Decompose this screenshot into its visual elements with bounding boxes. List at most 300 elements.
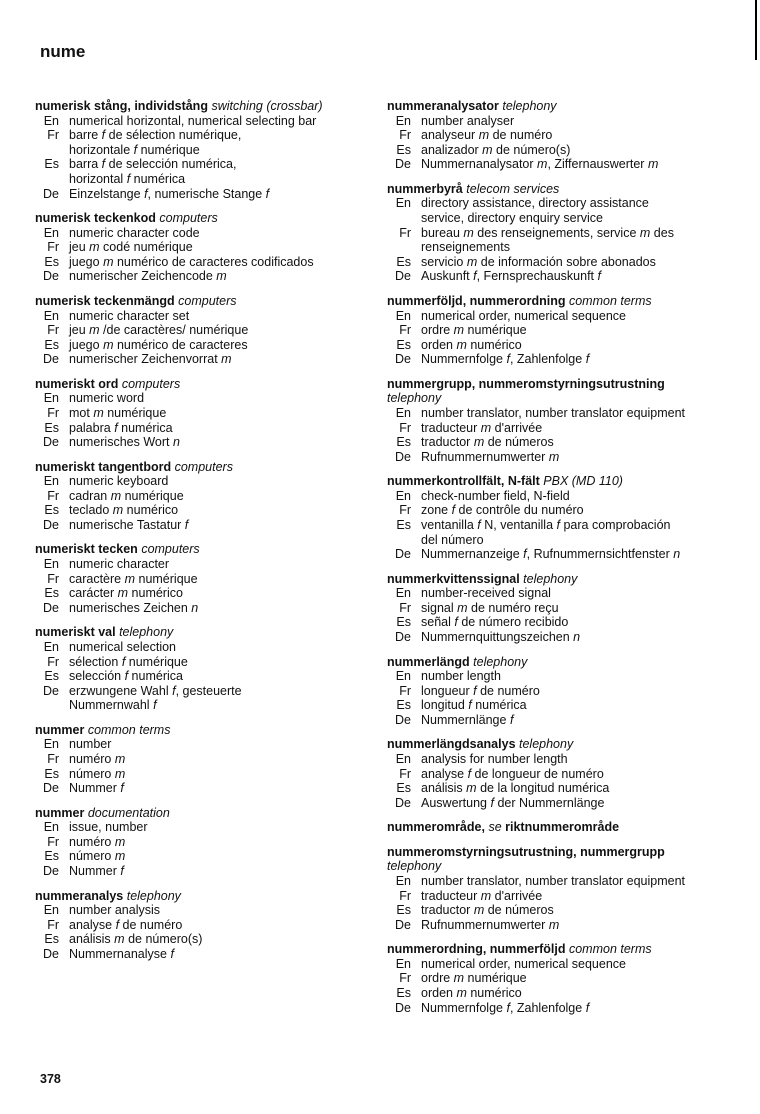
language-code: Es	[396, 337, 411, 352]
translation-text: barre f de sélection numérique, horizontale f numérique	[69, 128, 242, 157]
dictionary-entry	[387, 655, 727, 728]
gender-marker: f	[133, 142, 138, 157]
subject-domain: PBX (MD 110)	[543, 474, 623, 489]
headword: nummerbyrå	[387, 181, 463, 196]
gender-marker: n	[673, 547, 681, 562]
translation-text: erzwungene Wahl f, gesteuerte Nummernwahl f	[69, 683, 242, 713]
translation-text: ordre m numérique	[421, 971, 527, 986]
entry-head	[387, 474, 727, 489]
translation-text: bureau m des renseignements, service m des renseignements	[421, 225, 674, 255]
translation-row	[387, 957, 727, 972]
translation-text: jeu m codé numérique	[69, 240, 193, 255]
translation-row	[35, 864, 370, 879]
translation-row	[35, 918, 370, 933]
language-code: En	[395, 196, 411, 211]
translation-text: number-received signal	[421, 586, 551, 601]
translation-row	[387, 1001, 727, 1016]
entry-head	[35, 460, 370, 475]
dictionary-entry	[35, 294, 370, 367]
entry-head	[35, 377, 370, 392]
headword: nummerordning, nummerföljd	[387, 942, 566, 957]
see-marker: se	[488, 820, 502, 835]
translation-row	[35, 269, 370, 284]
entry-head	[35, 294, 370, 309]
language-code: Es	[44, 849, 59, 864]
headword: numeriskt tecken	[35, 542, 138, 557]
headword: numeriskt tangentbord	[35, 459, 172, 474]
translation-row	[35, 601, 370, 616]
gender-marker: f	[115, 917, 120, 932]
gender-marker: f	[556, 518, 560, 532]
entry-head	[35, 889, 370, 904]
entry-head	[387, 294, 727, 309]
translation-row	[387, 669, 727, 684]
translation-row	[387, 309, 727, 324]
translation-row	[387, 986, 727, 1001]
language-code: Fr	[399, 683, 411, 698]
translation-row	[387, 918, 727, 933]
translation-row	[35, 932, 370, 947]
translation-text: analyseur m de numéro	[421, 128, 553, 143]
subject-domain: telephony	[502, 99, 557, 113]
gender-marker: f	[170, 946, 174, 961]
translation-row	[35, 669, 370, 684]
entry-head	[35, 99, 370, 114]
gender-marker: f	[509, 712, 514, 727]
gender-marker: m	[216, 269, 227, 284]
headword: nummerlängdsanalys	[387, 737, 516, 752]
translation-row	[35, 114, 370, 129]
translation-text: teclado m numérico	[69, 503, 179, 518]
translation-text: cadran m numérique	[69, 488, 184, 503]
language-code: En	[395, 956, 411, 971]
translation-text: ventanilla f N, ventanilla f para comprobación del número	[421, 518, 671, 547]
subject-domain: computers	[121, 376, 181, 391]
translation-row	[387, 421, 727, 436]
gender-marker: f	[153, 698, 157, 713]
translation-text: check-number field, N-field	[421, 488, 570, 503]
language-code: Es	[396, 615, 411, 630]
translation-text: Einzelstange f, numerische Stange f	[69, 186, 270, 201]
translation-text: orden m numérico	[421, 985, 522, 1000]
page-number: 378	[40, 1072, 61, 1086]
language-code: En	[43, 820, 59, 835]
gender-marker: m	[124, 571, 136, 586]
translation-text: analysis for number length	[421, 751, 568, 766]
translation-row	[35, 435, 370, 450]
translation-text: Nummernfolge f, Zahlenfolge f	[421, 1000, 590, 1015]
gender-marker: m	[466, 781, 477, 796]
language-code: En	[395, 751, 411, 766]
entry-head	[35, 806, 370, 821]
translation-text: numerische Tastatur f	[69, 518, 189, 532]
translation-row	[35, 767, 370, 782]
language-code: De	[43, 600, 59, 615]
translation-row	[387, 406, 727, 421]
translation-row	[387, 196, 727, 225]
language-code: De	[43, 186, 59, 201]
gender-marker: m	[457, 600, 468, 615]
language-code: De	[395, 547, 411, 562]
subject-domain: common terms	[568, 942, 652, 957]
gender-marker: f	[120, 864, 124, 879]
headword: nummerlängd	[387, 654, 470, 669]
dictionary-entry	[387, 377, 727, 465]
gender-marker: f	[468, 698, 472, 713]
translation-row	[387, 489, 727, 504]
gender-marker: m	[482, 142, 493, 157]
gender-marker: m	[456, 985, 467, 1000]
entry-head	[387, 99, 727, 114]
translation-row	[387, 684, 727, 699]
gender-marker: m	[463, 225, 474, 240]
translation-text: ordre m numérique	[421, 323, 527, 338]
gender-marker: f	[124, 669, 129, 684]
translation-row	[35, 489, 370, 504]
gender-marker: f	[114, 420, 118, 435]
gender-marker: f	[126, 171, 131, 186]
translation-row	[35, 752, 370, 767]
gender-marker: m	[110, 488, 122, 503]
language-code: Fr	[47, 488, 59, 503]
translation-row	[35, 338, 370, 353]
language-code: En	[43, 639, 59, 654]
dictionary-entry	[35, 211, 370, 284]
headword: nummerkontrollfält, N-fält	[387, 474, 540, 489]
language-code: Es	[396, 985, 411, 1000]
gender-marker: n	[172, 435, 180, 450]
translation-text: signal m de numéro reçu	[421, 600, 559, 615]
headword: numerisk stång, individstång	[35, 99, 208, 113]
translation-row	[35, 421, 370, 436]
translation-row	[387, 586, 727, 601]
translation-row	[35, 655, 370, 670]
dictionary-entry	[35, 723, 370, 796]
subject-domain: telephony	[119, 625, 174, 640]
gender-marker: m	[114, 766, 126, 781]
language-code: De	[43, 352, 59, 367]
translation-row	[387, 903, 727, 918]
subject-domain: telephony	[523, 571, 578, 586]
entry-head	[387, 820, 727, 835]
gender-marker: f	[184, 518, 189, 532]
translation-text: number analyser	[421, 113, 515, 128]
dictionary-entry	[35, 377, 370, 450]
language-code: En	[43, 113, 59, 128]
translation-row	[35, 474, 370, 489]
translation-row	[35, 557, 370, 572]
subject-domain: telephony	[387, 391, 442, 406]
translation-text: carácter m numérico	[69, 586, 183, 601]
language-code: Fr	[399, 225, 411, 240]
gender-marker: f	[451, 503, 456, 518]
gender-marker: f	[490, 795, 494, 810]
language-code: De	[395, 1000, 411, 1015]
translation-text: Nummernquittungszeichen n	[421, 630, 581, 645]
translation-row	[35, 391, 370, 406]
translation-text: Rufnummernumwerter m	[421, 449, 560, 464]
gender-marker: f	[506, 352, 510, 367]
translation-text: issue, number	[69, 820, 148, 835]
translation-text: directory assistance, directory assistance service, directory enquiry service	[421, 196, 649, 226]
language-code: Es	[44, 337, 59, 352]
gender-marker: f	[101, 157, 106, 172]
gender-marker: m	[639, 225, 651, 240]
translation-text: selección f numérica	[69, 669, 183, 684]
dictionary-entry	[35, 542, 370, 615]
subject-domain: telephony	[473, 654, 528, 669]
entry-head	[387, 655, 727, 670]
translation-text: Rufnummernumwerter m	[421, 917, 560, 932]
translation-text: Nummernanzeige f, Rufnummernsichtfenster n	[421, 547, 681, 562]
running-head: nume	[40, 42, 86, 61]
language-code: En	[395, 586, 411, 601]
translation-text: Nummernfolge f, Zahlenfolge f	[421, 352, 590, 367]
translation-row	[387, 889, 727, 904]
language-code: En	[43, 474, 59, 489]
translation-text: barra f de selección numérica, horizontal f numérica	[69, 157, 237, 186]
translation-text: analizador m de número(s)	[421, 142, 571, 157]
translation-text: numeric character code	[69, 225, 200, 240]
subject-domain: telephony	[126, 888, 181, 903]
dictionary-entry	[35, 889, 370, 962]
gender-marker: f	[585, 352, 590, 367]
gender-marker: m	[114, 932, 125, 947]
gender-marker: f	[523, 547, 527, 562]
language-code: De	[43, 518, 59, 532]
translation-row	[387, 323, 727, 338]
subject-domain: computers	[174, 459, 233, 474]
headword: nummer	[35, 805, 85, 820]
translation-row	[35, 406, 370, 421]
translation-row	[387, 698, 727, 713]
gender-marker: f	[585, 1000, 590, 1015]
translation-row	[35, 240, 370, 255]
gender-marker: f	[477, 518, 481, 532]
translation-row	[35, 947, 370, 962]
gender-marker: f	[597, 269, 601, 284]
subject-domain: computers	[141, 542, 200, 557]
headword: nummerkvittenssignal	[387, 571, 520, 586]
entry-head	[387, 942, 727, 957]
translation-text: numeric character set	[69, 308, 190, 323]
subject-domain: telephony	[519, 737, 574, 752]
headword: nummeranalysator	[387, 99, 499, 113]
headword: numeriskt ord	[35, 376, 119, 391]
gender-marker: f	[473, 269, 477, 284]
translation-row	[35, 586, 370, 601]
language-code: Fr	[399, 766, 411, 781]
dictionary-entry	[387, 182, 727, 284]
dictionary-entry	[35, 460, 370, 533]
entry-head	[35, 211, 370, 226]
headword: nummeromstyrningsutrustning, nummergrupp	[387, 844, 665, 859]
gender-marker: m	[117, 586, 129, 601]
translation-row	[35, 737, 370, 752]
gender-marker: m	[103, 337, 114, 352]
translation-row	[387, 269, 727, 284]
translation-row	[35, 226, 370, 241]
language-code: Es	[44, 586, 59, 601]
cross-reference	[387, 820, 619, 834]
translation-text: numerisches Zeichen n	[69, 600, 199, 615]
translation-row	[387, 547, 727, 562]
gender-marker: m	[480, 420, 492, 435]
subject-domain: computers	[178, 293, 237, 308]
language-code: Fr	[399, 503, 411, 518]
language-code: En	[43, 903, 59, 918]
translation-row	[35, 128, 370, 157]
language-code: Fr	[47, 917, 59, 932]
translation-text: numéro m	[69, 834, 126, 849]
gender-marker: m	[537, 157, 548, 172]
translation-text: señal f de número recibido	[421, 615, 569, 630]
translation-text: longitud f numérica	[421, 698, 527, 713]
language-code: De	[395, 712, 411, 727]
language-code: En	[395, 405, 411, 420]
language-code: Fr	[47, 128, 59, 143]
translation-row	[387, 114, 727, 129]
gender-marker: f	[473, 683, 477, 698]
language-code: En	[43, 391, 59, 406]
translation-row	[387, 781, 727, 796]
gender-marker: m	[103, 254, 114, 269]
gender-marker: m	[89, 240, 100, 255]
translation-text: zone f de contrôle du numéro	[421, 503, 584, 518]
headword: nummergrupp, nummeromstyrningsutrustning	[387, 376, 665, 391]
translation-row	[35, 781, 370, 796]
language-code: Fr	[399, 420, 411, 435]
translation-row	[387, 518, 727, 547]
dictionary-entry	[387, 737, 727, 810]
subject-domain: computers	[159, 211, 218, 226]
language-code: Es	[396, 903, 411, 918]
translation-text: Nummer f	[69, 864, 124, 879]
headword: numeriskt val	[35, 625, 116, 640]
translation-text: traducteur m d'arrivée	[421, 420, 543, 435]
dictionary-entry	[387, 845, 727, 933]
translation-row	[35, 352, 370, 367]
translation-row	[387, 128, 727, 143]
language-code: En	[43, 737, 59, 752]
gender-marker: m	[480, 888, 492, 903]
gender-marker: m	[114, 834, 126, 849]
gender-marker: f	[101, 128, 106, 143]
translation-row	[35, 835, 370, 850]
translation-text: número m	[69, 849, 126, 864]
translation-row	[387, 874, 727, 889]
entry-head	[387, 737, 727, 752]
gender-marker: m	[647, 157, 659, 172]
translation-row	[35, 684, 370, 713]
gender-marker: m	[453, 323, 465, 338]
translation-row	[387, 450, 727, 465]
translation-text: number translator, number translator equipment	[421, 405, 686, 420]
translation-text: número m	[69, 766, 126, 781]
headword: nummerföljd, nummerordning	[387, 293, 566, 308]
entry-head	[387, 845, 727, 874]
translation-text: orden m numérico	[421, 337, 522, 352]
translation-text: Nummer f	[69, 781, 124, 796]
gender-marker: m	[89, 323, 100, 338]
translation-text: Nummernanalysator m, Ziffernauswerter m	[421, 157, 659, 172]
translation-text: numerisches Wort n	[69, 435, 180, 450]
language-code: De	[395, 352, 411, 367]
translation-row	[35, 255, 370, 270]
subject-domain: switching (crossbar)	[211, 99, 323, 113]
gender-marker: m	[473, 435, 485, 450]
translation-row	[387, 157, 727, 172]
language-code: De	[43, 269, 59, 284]
language-code: Fr	[47, 240, 59, 255]
headword: nummerområde,	[387, 820, 485, 835]
language-code: Fr	[47, 571, 59, 586]
dictionary-entry	[387, 294, 727, 367]
translation-row	[387, 713, 727, 728]
language-code: De	[395, 630, 411, 645]
translation-row	[387, 601, 727, 616]
translation-row	[387, 226, 727, 255]
translation-text: jeu m /de caractères/ numérique	[69, 323, 249, 338]
dictionary-entry	[35, 99, 370, 201]
gender-marker: f	[265, 186, 270, 201]
translation-text: análisis m de número(s)	[69, 932, 203, 947]
language-code: De	[395, 795, 411, 810]
translation-text: numéro m	[69, 751, 126, 766]
gender-marker: f	[144, 186, 148, 201]
dictionary-entry	[387, 474, 727, 562]
language-code: Es	[44, 503, 59, 518]
language-code: De	[43, 864, 59, 879]
language-code: Fr	[47, 323, 59, 338]
translation-text: Auskunft f, Fernsprechauskunft f	[421, 269, 601, 284]
dictionary-entry	[387, 572, 727, 645]
language-code: Es	[396, 698, 411, 713]
subject-domain: telecom services	[466, 181, 560, 196]
gender-marker: f	[454, 615, 458, 630]
translation-text: numerischer Zeichencode m	[69, 269, 227, 284]
translation-text: Nummernlänge f	[421, 712, 514, 727]
dictionary-entry	[387, 942, 727, 1015]
translation-row	[387, 752, 727, 767]
entry-head	[387, 182, 727, 197]
gender-marker: m	[548, 917, 560, 932]
translation-text: number analysis	[69, 903, 161, 918]
language-code: Fr	[399, 128, 411, 143]
translation-text: longueur f de numéro	[421, 683, 540, 698]
entry-head	[387, 572, 727, 587]
translation-text: analyse f de longueur de numéro	[421, 766, 604, 781]
gender-marker: m	[473, 903, 485, 918]
language-code: Fr	[47, 405, 59, 420]
language-code: En	[395, 488, 411, 503]
language-code: Es	[44, 669, 59, 684]
translation-row	[35, 309, 370, 324]
dictionary-entry	[35, 806, 370, 879]
translation-row	[387, 971, 727, 986]
language-code: En	[43, 225, 59, 240]
entry-head	[35, 625, 370, 640]
page-edge-line	[755, 0, 757, 60]
language-code: De	[43, 435, 59, 450]
translation-row	[387, 503, 727, 518]
language-code: Fr	[399, 888, 411, 903]
translation-text: numeric word	[69, 391, 145, 406]
gender-marker: f	[121, 654, 126, 669]
translation-row	[35, 157, 370, 186]
translation-row	[387, 630, 727, 645]
translation-text: numerical selection	[69, 639, 176, 654]
